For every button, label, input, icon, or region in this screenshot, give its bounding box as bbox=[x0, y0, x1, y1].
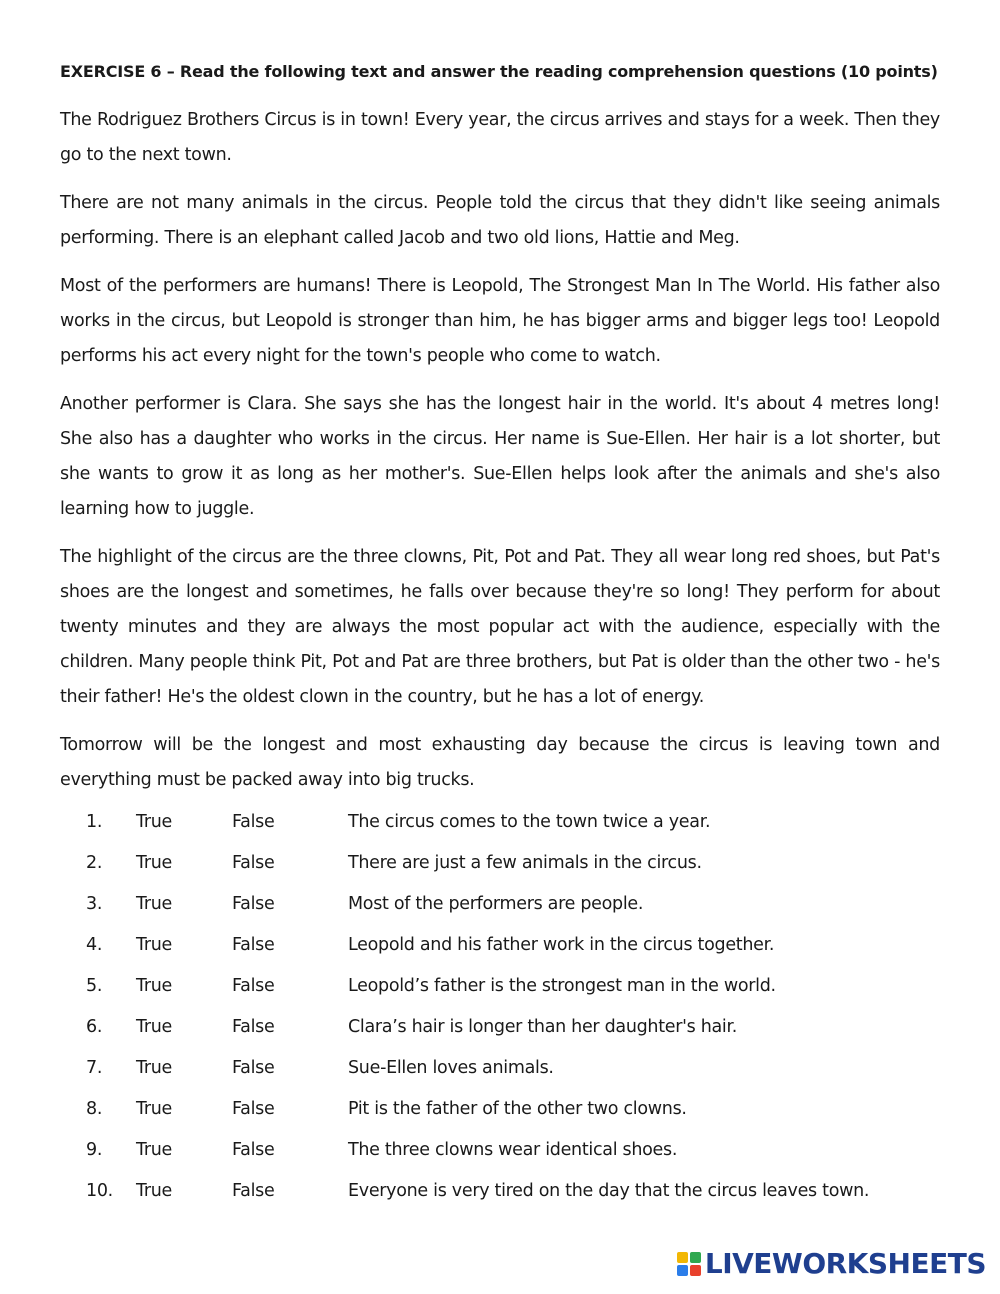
question-row bbox=[60, 1099, 940, 1140]
question-text: Everyone is very tired on the day that the circus leaves town. bbox=[348, 1181, 870, 1201]
false-option[interactable]: False bbox=[232, 894, 275, 914]
false-option[interactable]: False bbox=[232, 812, 275, 832]
question-text: There are just a few animals in the circus. bbox=[348, 853, 702, 873]
question-number: 3. bbox=[86, 894, 103, 914]
false-option[interactable]: False bbox=[232, 1058, 275, 1078]
true-option[interactable]: True bbox=[136, 894, 172, 914]
paragraph-1: The Rodriguez Brothers Circus is in town! Every year, the circus arrives and stays for a week. Then they go to the next town. bbox=[60, 110, 940, 165]
true-option[interactable]: True bbox=[136, 1140, 172, 1160]
true-option[interactable]: True bbox=[136, 812, 172, 832]
false-option[interactable]: False bbox=[232, 1181, 275, 1201]
true-option[interactable]: True bbox=[136, 1099, 172, 1119]
question-number: 5. bbox=[86, 976, 103, 996]
question-row bbox=[60, 853, 940, 894]
question-number: 2. bbox=[86, 853, 103, 873]
true-option[interactable]: True bbox=[136, 976, 172, 996]
true-option[interactable]: True bbox=[136, 1017, 172, 1037]
question-number: 10. bbox=[86, 1181, 113, 1201]
false-option[interactable]: False bbox=[232, 853, 275, 873]
paragraph-6: Tomorrow will be the longest and most exhausting day because the circus is leaving town and everything must be packed away into big trucks. bbox=[60, 735, 940, 790]
question-number: 7. bbox=[86, 1058, 103, 1078]
question-row bbox=[60, 894, 940, 935]
question-text: The three clowns wear identical shoes. bbox=[348, 1140, 678, 1160]
question-number: 8. bbox=[86, 1099, 103, 1119]
question-row bbox=[60, 1017, 940, 1058]
logo-icon bbox=[677, 1252, 701, 1276]
paragraph-5: The highlight of the circus are the three clowns, Pit, Pot and Pat. They all wear long red shoes, but Pat's shoes are the longest and sometimes, he falls over because they're so long! They perform for about twenty minutes and they are always the most popular act with the audience, especially with the children. Many people think Pit, Pot and Pat are three brothers, but Pat is older than the other two - he's their father! He's the oldest clown in the country, but he has a lot of energy. bbox=[60, 547, 940, 707]
questions-list bbox=[60, 812, 940, 1222]
question-text: Pit is the father of the other two clowns. bbox=[348, 1099, 687, 1119]
true-option[interactable]: True bbox=[136, 853, 172, 873]
logo-text: LIVEWORKSHEETS bbox=[704, 1247, 986, 1280]
question-text: The circus comes to the town twice a year. bbox=[348, 812, 711, 832]
worksheet-page bbox=[60, 62, 940, 1222]
question-row bbox=[60, 935, 940, 976]
question-row bbox=[60, 1058, 940, 1099]
question-number: 6. bbox=[86, 1017, 103, 1037]
question-row bbox=[60, 812, 940, 853]
true-option[interactable]: True bbox=[136, 1058, 172, 1078]
question-row bbox=[60, 1181, 940, 1222]
false-option[interactable]: False bbox=[232, 1140, 275, 1160]
question-number: 4. bbox=[86, 935, 103, 955]
question-text: Sue-Ellen loves animals. bbox=[348, 1058, 554, 1078]
liveworksheets-logo bbox=[677, 1247, 986, 1280]
exercise-title: EXERCISE 6 – Read the following text and answer the reading comprehension questions (10 points) bbox=[60, 62, 938, 81]
false-option[interactable]: False bbox=[232, 1017, 275, 1037]
false-option[interactable]: False bbox=[232, 1099, 275, 1119]
question-text: Leopold and his father work in the circus together. bbox=[348, 935, 775, 955]
true-option[interactable]: True bbox=[136, 1181, 172, 1201]
false-option[interactable]: False bbox=[232, 976, 275, 996]
question-number: 9. bbox=[86, 1140, 103, 1160]
question-row bbox=[60, 1140, 940, 1181]
paragraph-3: Most of the performers are humans! There is Leopold, The Strongest Man In The World. His father also works in the circus, but Leopold is stronger than him, he has bigger arms and bigger legs too! Leopold performs his act every night for the town's people who come to watch. bbox=[60, 276, 940, 366]
question-text: Most of the performers are people. bbox=[348, 894, 644, 914]
false-option[interactable]: False bbox=[232, 935, 275, 955]
question-number: 1. bbox=[86, 812, 103, 832]
question-text: Leopold’s father is the strongest man in the world. bbox=[348, 976, 776, 996]
true-option[interactable]: True bbox=[136, 935, 172, 955]
paragraph-2: There are not many animals in the circus. People told the circus that they didn't like seeing animals performing. There is an elephant called Jacob and two old lions, Hattie and Meg. bbox=[60, 193, 940, 248]
question-text: Clara’s hair is longer than her daughter's hair. bbox=[348, 1017, 738, 1037]
question-row bbox=[60, 976, 940, 1017]
paragraph-4: Another performer is Clara. She says she has the longest hair in the world. It's about 4 metres long! She also has a daughter who works in the circus. Her name is Sue-Ellen. Her hair is a lot shorter, but she wants to grow it as long as her mother's. Sue-Ellen helps look after the animals and she's also learning how to juggle. bbox=[60, 394, 940, 519]
